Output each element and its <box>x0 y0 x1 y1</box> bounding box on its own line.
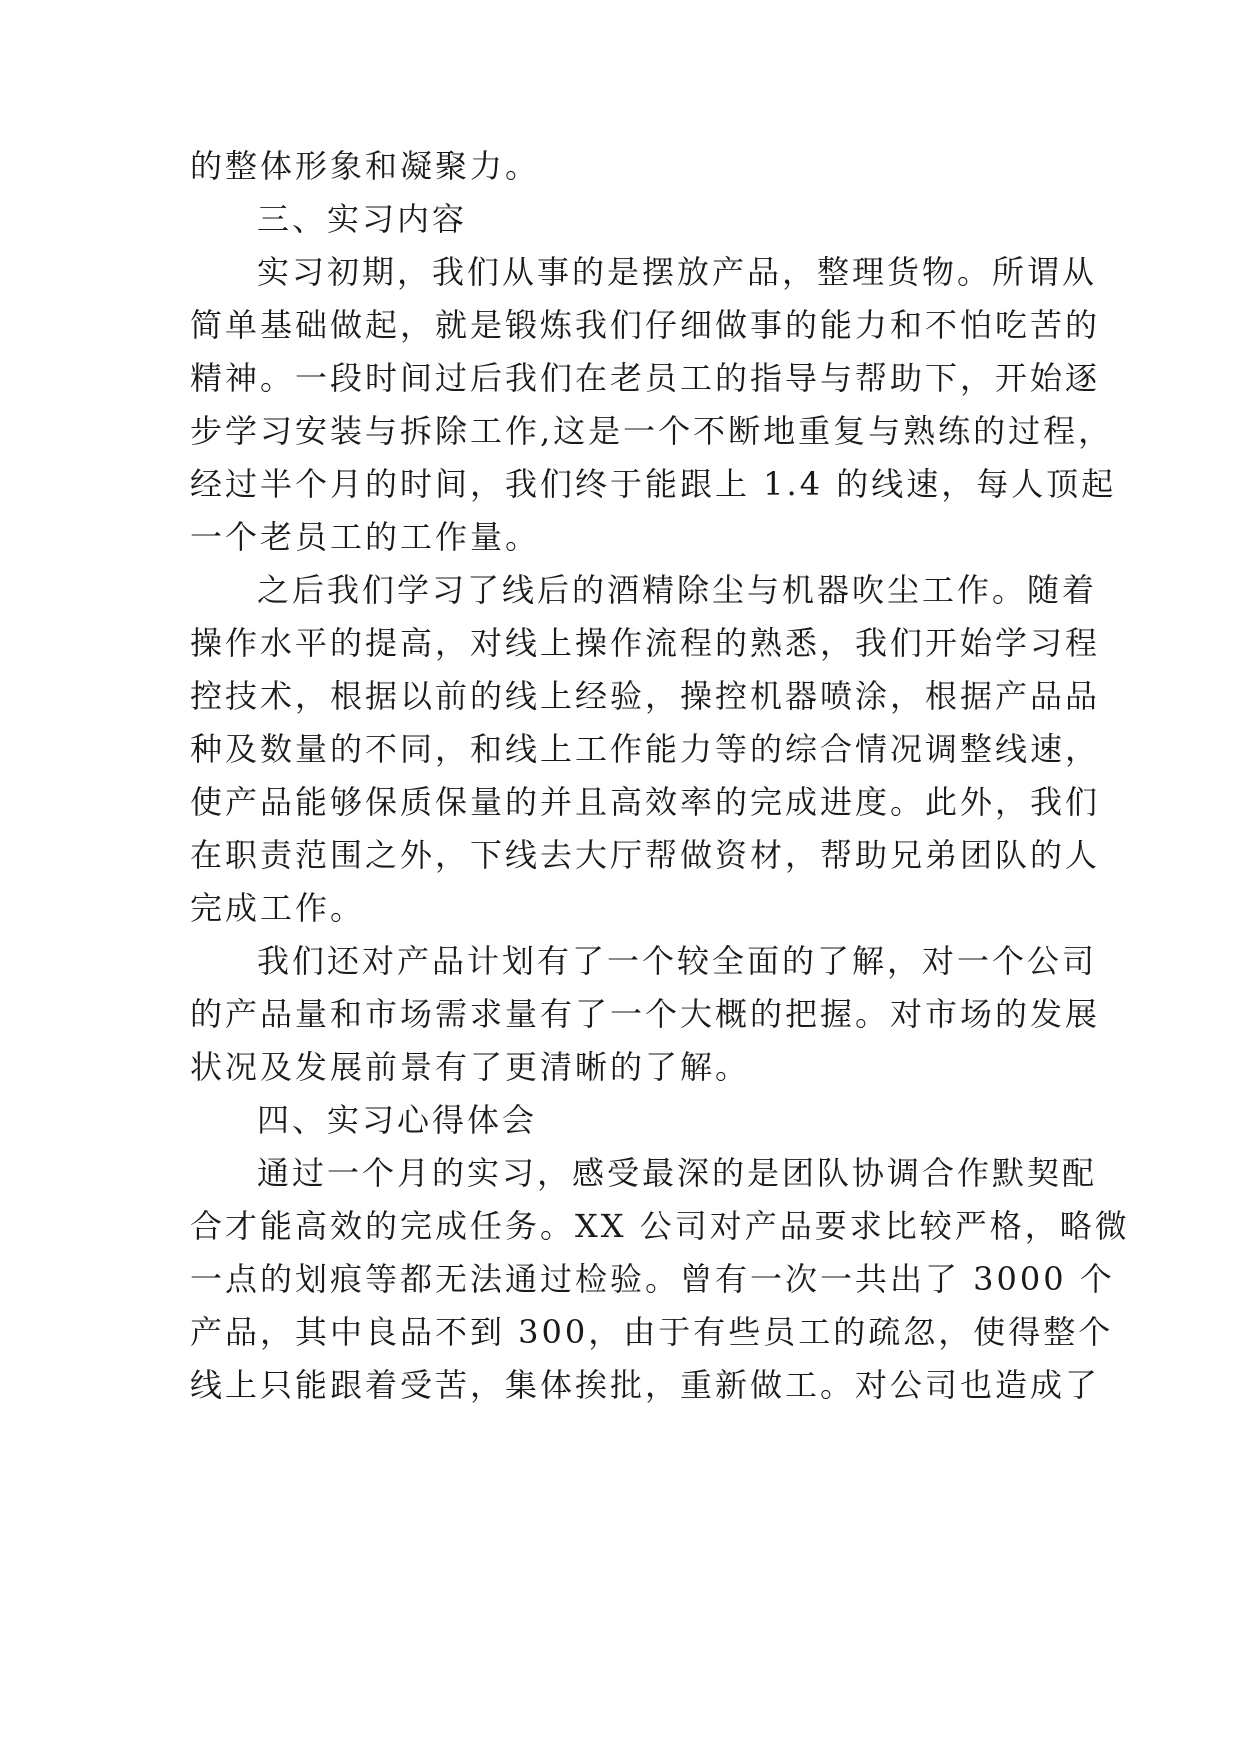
text-line: 简单基础做起，就是锻炼我们仔细做事的能力和不怕吃苦的 <box>190 306 1101 344</box>
section-heading: 四、实习心得体会 <box>257 1101 538 1139</box>
text-line: 控技术，根据以前的线上经验，操控机器喷涂，根据产品品 <box>190 677 1101 715</box>
text-line: 合才能高效的完成任务。XX 公司对产品要求比较严格，略微 <box>190 1207 1130 1245</box>
text-line: 操作水平的提高，对线上操作流程的熟悉，我们开始学习程 <box>190 624 1101 662</box>
text-line: 使产品能够保质保量的并且高效率的完成进度。此外，我们 <box>190 783 1101 821</box>
section-heading: 三、实习内容 <box>257 200 468 238</box>
text-line: 我们还对产品计划有了一个较全面的了解，对一个公司 <box>257 942 1098 980</box>
text-line: 一点的划痕等都无法通过检验。曾有一次一共出了 3000 个 <box>190 1260 1115 1298</box>
text-line: 在职责范围之外，下线去大厅帮做资材，帮助兄弟团队的人 <box>190 836 1101 874</box>
text-line: 通过一个月的实习，感受最深的是团队协调合作默契配 <box>257 1154 1098 1192</box>
text-line: 种及数量的不同，和线上工作能力等的综合情况调整线速， <box>190 730 1101 768</box>
text-line: 线上只能跟着受苦，集体挨批，重新做工。对公司也造成了 <box>190 1366 1101 1404</box>
text-line: 产品，其中良品不到 300，由于有些员工的疏忽，使得整个 <box>190 1313 1114 1351</box>
text-line: 精神。一段时间过后我们在老员工的指导与帮助下，开始逐 <box>190 359 1101 397</box>
text-line: 一个老员工的工作量。 <box>190 518 541 556</box>
text-line: 步学习安装与拆除工作,这是一个不断地重复与熟练的过程， <box>190 412 1114 450</box>
text-line: 实习初期，我们从事的是摆放产品，整理货物。所谓从 <box>257 253 1098 291</box>
text-line: 的产品量和市场需求量有了一个大概的把握。对市场的发展 <box>190 995 1101 1033</box>
text-line: 之后我们学习了线后的酒精除尘与机器吹尘工作。随着 <box>257 571 1098 609</box>
text-line: 的整体形象和凝聚力。 <box>190 147 541 185</box>
text-line: 状况及发展前景有了更清晰的了解。 <box>190 1048 751 1086</box>
text-line: 完成工作。 <box>190 889 366 927</box>
text-line: 经过半个月的时间，我们终于能跟上 1.4 的线速，每人顶起 <box>190 465 1117 503</box>
